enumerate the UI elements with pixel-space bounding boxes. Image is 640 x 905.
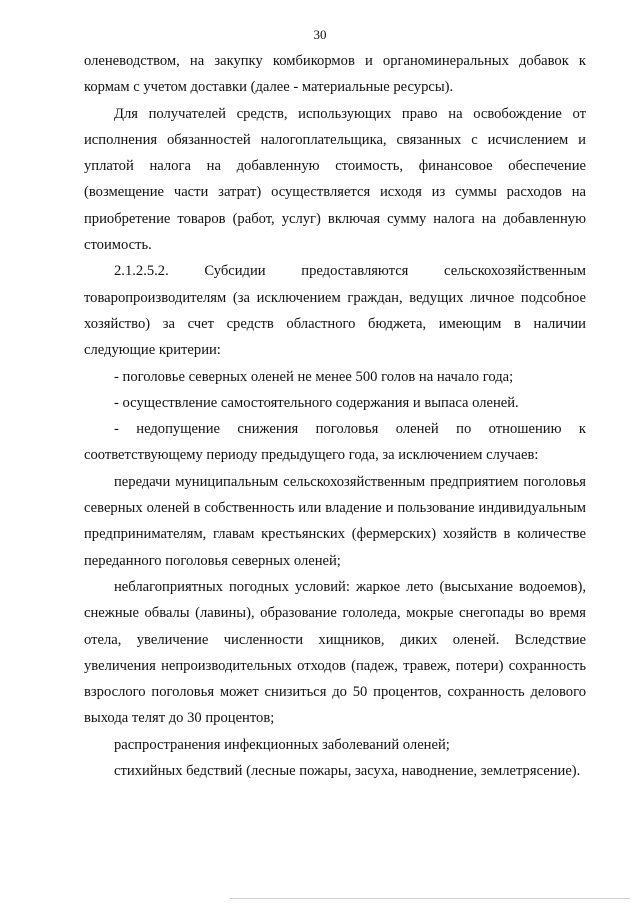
paragraph-subsidy-criteria: 2.1.2.5.2. Субсидии предоставляются сельскохозяйственным товаропроизводителям (за исключением граждан, ведущих личное подсобное хозяйство) за счет средств областного бюджета, имеющим в наличии следующие критерии: bbox=[84, 263, 586, 359]
paragraph-disease-case: распространения инфекционных заболеваний оленей; bbox=[114, 736, 450, 753]
paragraph-transfer-case: передачи муниципальным сельскохозяйственным предприятием поголовья северных оленей в собственность или владение и пользование индивидуальным предпринимателям, главам крестьянских (фермерских) хозяйств в количестве переданного поголовья северных оленей; bbox=[84, 473, 586, 569]
document-body bbox=[84, 48, 586, 784]
paragraph-weather-case: неблагоприятных погодных условий: жаркое лето (высыхание водоемов), снежные обвалы (лавины), образование гололеда, мокрые снегопады во время отела, увеличение численности хищников, диких оленей. Вследствие увеличения непроизводительных отходов (падеж, травеж, потери) сохранность взрослого поголовья может снизиться до 50 процентов, сохранность делового выхода телят до 30 процентов; bbox=[84, 578, 586, 727]
paragraph-disaster-case: стихийных бедствий (лесные пожары, засуха, наводнение, землетрясение). bbox=[114, 763, 581, 780]
page-number: 30 bbox=[313, 27, 327, 42]
paragraph-vat-exemption: Для получателей средств, использующих право на освобождение от исполнения обязанностей налогоплательщика, связанных с исчислением и уплатой налога на добавленную стоимость, финансовое обеспечение (возмещение части затрат) осуществляется исходя из суммы расходов на приобретение товаров (работ, услуг) включая сумму налога на добавленную стоимость. bbox=[84, 105, 586, 254]
paragraph-materials: оленеводством, на закупку комбикормов и органоминеральных добавок к кормам с учетом доставки (далее - материальные ресурсы). bbox=[84, 53, 586, 96]
list-item-no-decrease: - недопущение снижения поголовья оленей по отношению к соответствующему периоду предыдущего года, за исключением случаев: bbox=[84, 421, 586, 464]
list-item-herd-size: - поголовье северных оленей не менее 500 голов на начало года; bbox=[114, 368, 514, 385]
scan-edge-line bbox=[230, 898, 630, 899]
list-item-self-grazing: - осуществление самостоятельного содержания и выпаса оленей. bbox=[114, 394, 519, 411]
